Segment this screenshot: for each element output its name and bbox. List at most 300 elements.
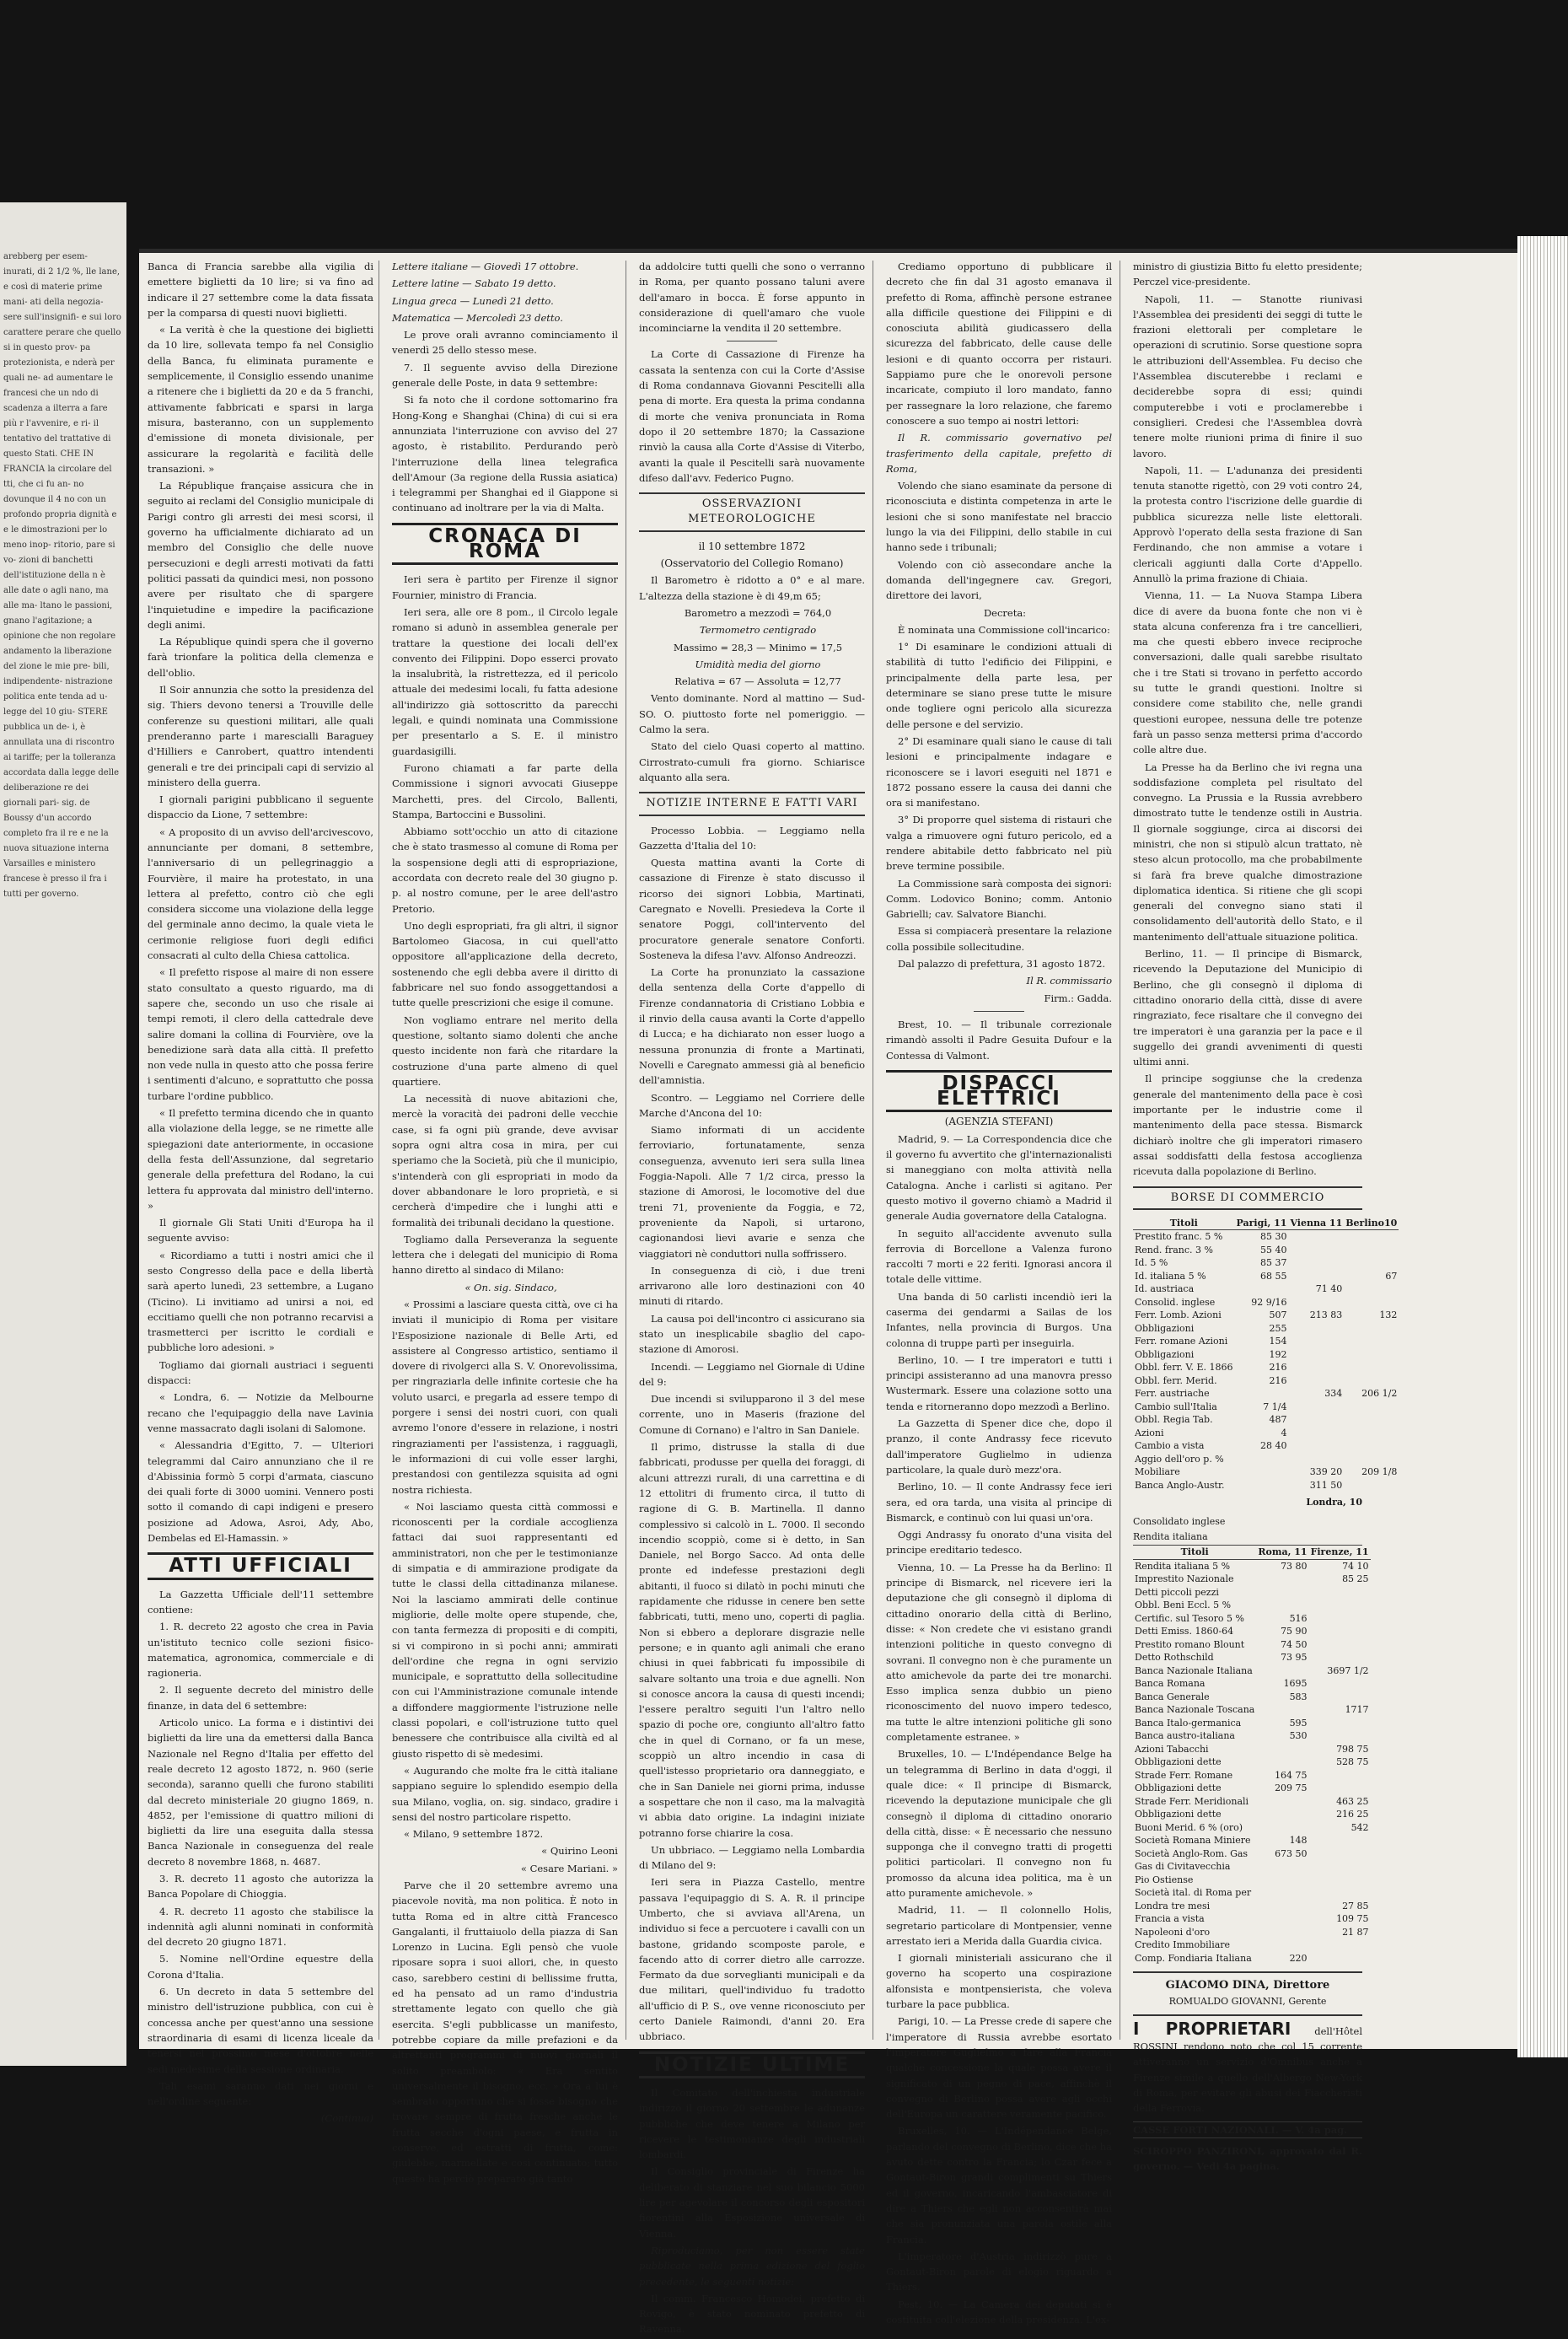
table-header-cell: Vienna 11	[1290, 1217, 1343, 1229]
column-5	[1133, 259, 1398, 2175]
text-paragraph: Berlino, 10. — Il conte Andrassy fece ieri sera, ed ora tarda, una visita al principe di Bismarck, e continuò con lui quasi un'ora.	[886, 1481, 1112, 1524]
table-cell-value: 487	[1269, 1414, 1287, 1426]
table-row	[1133, 1230, 1399, 1244]
text-paragraph: Si fa noto che il cordone sottomarino fra Hong-Kong e Shanghai (China) di cui si era annunziata l'interruzione con avviso del 27 agosto, è ristabilito. Perdurando però l'interruzione della linea telegrafica dell'Amour (3a regione della Russia asiatica) i telegrammi per Shanghai ed il Giappone si continuano ad inoltrare per la via di Malta.	[392, 394, 618, 514]
table-cell-value	[1288, 1361, 1344, 1374]
table-cell-value: 583	[1289, 1691, 1308, 1702]
london-label: Londra, 10	[1306, 1497, 1362, 1508]
table-cell-value	[1344, 1296, 1399, 1309]
table-cell-value	[1344, 1256, 1399, 1270]
table-cell-value	[1288, 1374, 1344, 1388]
table-cell-title: Aggio dell'oro p. %	[1135, 1453, 1224, 1465]
table-cell-value	[1256, 1795, 1308, 1809]
text-paragraph: La Presse ha da Berlino che ivi regna una soddisfazione completa pel risultato del convegno. La Prussia e la Russia avrebbero dimostrato tutte le tendenze ostili in Austria. Il giornale soggiunge, circa ai discorsi dei ministri, che non si stipulò alcun trattato, nè steso alcun protocollo, ma che probabilmente si farà fra breve qualche dimostrazione diplomatica identica. Si ritiene che gli scopi generali del convegno siano stati il consolidamento dell'autorità dello Stato, e il mantenimento dell'attuale situazione politica.	[1133, 761, 1362, 943]
table-cell-value	[1309, 1717, 1371, 1730]
table-header-cell: Titoli	[1133, 1546, 1256, 1559]
table-cell-title: Obbligazioni dette	[1135, 1782, 1222, 1794]
meteo-line: Termometro centigrado	[699, 624, 817, 637]
meteo-line: Massimo = 28,3 — Minimo = 17,5	[673, 641, 843, 653]
table-row	[1133, 1847, 1371, 1861]
table-cell-value	[1344, 1244, 1399, 1257]
text-paragraph: « A proposito di un avviso dell'arcivescovo, annunciante per domani, 8 settembre, l'anniversario di un pellegrinaggio a Fourvière, il maire ha protestato, in una lettera al prefetto, contro ciò che egli considera siccome una violazione della legge del germinale anno decimo, la quale vieta le cerimonie religiose fuori degli edifici consacrati al culto della Chiesa cattolica.	[148, 825, 373, 962]
table-cell-value	[1288, 1270, 1344, 1283]
section-header-notizie-interne: NOTIZIE INTERNE E FATTI VARI	[639, 792, 865, 815]
table-cell-title: Obbligazioni	[1135, 1348, 1195, 1360]
table-cell-title: Obbl. ferr. Merid.	[1135, 1374, 1217, 1386]
text-paragraph: 5. Nomine nell'Ordine equestre della Corona d'Italia.	[148, 1953, 373, 1981]
table-cell-value: 542	[1351, 1821, 1369, 1833]
table-row	[1133, 1573, 1371, 1586]
ad-hotel-rossini	[1133, 2018, 1362, 2116]
table-cell-value	[1288, 1453, 1344, 1466]
text-paragraph: « La verità è che la questione dei biglietti da 10 lire, sollevata tempo fa nel Consiglio della Banca, fu eliminata puramente e semplicemente, il Consiglio essendo unanime a ritenere che i biglietti da 20 e da 5 franchi, attivamente fabbricati e sparsi in larga misura, basteranno, con un supplemento d'emissione di moneta divisionale, per assicurare la regolarità e facilità delle transazioni. »	[148, 324, 373, 475]
table-cell-value	[1309, 1938, 1371, 1952]
section-header-meteo: OSSERVAZIONI METEOROLOGICHE	[639, 492, 865, 532]
text-paragraph: Abbiamo sott'occhio un atto di citazione che è stato trasmesso al comune di Roma per la sospensione degli atti di espropriazione, accordata con decreto reale del 30 giugno p. p. al nostro comune, per le aree dell'astro Pretorio.	[392, 825, 618, 915]
table-cell-value	[1309, 1952, 1371, 1965]
table-cell-value: 68 55	[1259, 1270, 1287, 1282]
table-cell-title: Obbligazioni dette	[1135, 1756, 1222, 1768]
table-row	[1133, 1413, 1399, 1427]
text-paragraph: Il primo, distrusse la stalla di due fabbricati, produsse per quella dei foraggi, di alcuni attrezzi rurali, di una carrettina e di 12 ettolitri di frumento circa, il tutto di ragione di G. B. Martinella. Il danno complessivo si calcolò in L. 7000. Il secondo incendio scoppiò, come si è detto, in San Daniele, nel Borgo Sacco. Ad onta delle pronte ed indefesse prestazioni degli abitanti, il fuoco si dilatò in pochi minuti che rapidamente che ridusse in cenere ben sette fabbricati, tutti, meno uno, coperti di paglia. Non si ebbero a deplorare disgrazie nelle persone; e in quanto agli animali che erano chiusi in quei fabbricati fu impossibile di salvare soltanto una troia e due agnelli. Non si conosce ancora la causa di questi incendi; l'essere peraltro seguiti l'un l'altro nello spazio di poche ore, congiunto all'altro fatto che in quel di Cornano, or fa un mese, scoppiò un altro incendio in casa di quell'istesso proprietario ora danneggiato, e che in San Daniele nei giorni prima, indusse a sospettare che non il caso, ma la malvagità vi abbia dato origine. La indagini iniziate potranno forse chiarire la cosa.	[639, 1441, 865, 1839]
table-header-cell: Berlino10	[1345, 1217, 1398, 1229]
text-paragraph: « Milano, 9 settembre 1872.	[404, 1828, 544, 1841]
table-cell-value	[1344, 1361, 1399, 1374]
table-cell-value: 154	[1269, 1336, 1287, 1347]
text-paragraph: Parigi, 10. — La Presse crede di sapere che l'imperatore di Russia avrebbe esortato l'imperatore Guglielmo a fare alla Francia qualche concessione la quale possa avere il significato di un pegno di pace, affinchè il convegno di Berlino possa avere agli occhi dell'Europa un carattere veramente pacifico.	[886, 2015, 1112, 2121]
text-paragraph: Crediamo opportuno di pubblicare il decreto che fin dal 31 agosto emanava il prefetto di Roma, affinchè persone estranee alla difficile questione dei Filippini e di conosciuta abilità giudicassero della sicurezza del fabbricato, delle cause delle lesioni e di quanto occorra per ristauri. Sappiamo pure che le onorevoli persone incaricate, compiuto il loro mandato, fanno per rassegnare la loro relazione, che faremo conoscere a suo tempo ai nostri lettori:	[886, 261, 1112, 427]
table-cell-title: Detti Emiss. 1860-64	[1135, 1626, 1234, 1637]
text-paragraph: « Il prefetto termina dicendo che in quanto alla violazione della legge, se ne rimette alle spiegazioni date anteriormente, in occasione della festa dell'Assunzione, dal segretario generale della prefettura del Rodano, la cui lettera fu approvata dal ministro dell'interno. »	[148, 1107, 373, 1212]
table-cell-value: 85 25	[1342, 1573, 1369, 1585]
table-header-cell: Firenze, 11	[1310, 1546, 1369, 1558]
text-paragraph: 1° Di esaminare le condizioni attuali di stabilità di tutto l'edificio dei Filippini, e principalmente della parte lesa, per determinare se siano prese tutte le misure onde togliere ogni pericolo alla sicurezza delle persone e del servizio.	[886, 641, 1112, 730]
text-paragraph: Due incendi si svilupparono il 3 del mese corrente, uno in Maseris (frazione del Comune di Cornano) e l'altro in San Daniele.	[639, 1393, 865, 1436]
table-cell-value: 75 90	[1281, 1626, 1308, 1637]
table-cell-value: 220	[1289, 1952, 1308, 1964]
table-cell-value	[1235, 1465, 1289, 1479]
text-paragraph: Un ubbriaco. — Leggiamo nella Lombardia di Milano del 9:	[639, 1843, 865, 1872]
text-paragraph: Il comm. Francesco Homodei, prefetto di Rovigo, è stato nominato prefetto di Ravenna.	[639, 2292, 865, 2336]
text-paragraph: ministro di giustizia Bitto fu eletto presidente; Perczel vice-presidente.	[1133, 261, 1362, 288]
table-row	[1133, 1453, 1399, 1466]
table-cell-value: 73 80	[1281, 1560, 1308, 1572]
section-header-notizie-ultime: NOTIZIE ULTIME	[639, 2051, 865, 2078]
table-row	[1133, 1309, 1399, 1322]
table-row	[1133, 1691, 1371, 1704]
table-cell-value: 507	[1269, 1309, 1287, 1321]
table-cell-title: Rend. franc. 3 %	[1135, 1244, 1213, 1256]
table-cell-title: Consolid. inglese	[1135, 1296, 1216, 1308]
table-cell-value	[1344, 1479, 1399, 1492]
text-paragraph: I giornali ministeriali assicurano che il governo ha scoperto una cospirazione alfonsista e montpensierista, che voleva turbare la pace pubblica.	[886, 1952, 1112, 2011]
text-paragraph: Questa mattina avanti la Corte di cassazione di Firenze è stato discusso il ricorso dei signori Lobbia, Martinati, Caregnato e Novelli. Presiedeva la Corte il senatore Poggi, coll'intervento del procuratore generale senatore Conforti. Sosteneva la difesa l'avv. Alfonso Andreozzi.	[639, 857, 865, 961]
table-cell-value	[1309, 1769, 1371, 1782]
table-header-row	[1133, 1217, 1399, 1230]
text-paragraph: Ieri sera è partito per Firenze il signor Fournier, ministro di Francia.	[392, 573, 618, 601]
table-row	[1133, 1612, 1371, 1626]
text-paragraph: Tali esami saranno dati nei giorni e nell'ordine seguente:	[148, 2079, 373, 2108]
table-cell-value	[1256, 1756, 1308, 1769]
table-cell-value	[1256, 1573, 1308, 1586]
text-paragraph: Volendo che siano esaminate da persone di riconosciuta e distinta competenza in arte le lesioni che si sono manifestate nel braccio lungo la via dei Filippini, dello stabile in cui hanno sede i tribunali;	[886, 480, 1112, 554]
rendita-line: Rendita italiana	[1133, 1530, 1362, 1546]
letter-signature: « Quirino Leoni	[541, 1845, 618, 1858]
text-paragraph: « Ricordiamo a tutti i nostri amici che il sesto Congresso della pace e della libertà sarà aperto lunedì, 23 settembre, a Lugano (Ticino). Li invitiamo ad unirsi a noi, ed eccitiamo quelli che non potranno recarvisi a trasmetterci per iscritto le cordiali e pubbliche loro adesioni. »	[148, 1249, 373, 1354]
table-cell-value: 3697 1/2	[1327, 1664, 1369, 1676]
text-paragraph: Furono chiamati a far parte della Commissione i signori avvocati Giuseppe Marchetti, pres. del Circolo, Ballenti, Stampa, Bartoccini e Bussolini.	[392, 761, 618, 820]
table-cell-value: 530	[1289, 1730, 1308, 1742]
table-cell-value	[1256, 1743, 1308, 1756]
text-paragraph: « Il prefetto rispose al maire di non essere stato consultato a questo riguardo, ma di sapere che, secondo un uso che risale ai tempi remoti, il clero della cattedrale deve salire domani la collina di Fourvière, ove la benedizione sarà data alla città. Il prefetto non vede nulla in questo atto che possa ferire i sentimenti d'alcuno, e soprattutto che possa turbare l'ordine pubblico.	[148, 966, 373, 1102]
table-row	[1133, 1769, 1371, 1782]
table-header-cell: Parigi, 11	[1236, 1217, 1287, 1229]
table-row	[1133, 1335, 1399, 1348]
table-cell-value	[1309, 1834, 1371, 1847]
table-cell-value	[1256, 1808, 1308, 1821]
table-cell-value	[1235, 1282, 1289, 1296]
text-paragraph: Processo Lobbia. — Leggiamo nella Gazzetta d'Italia del 10:	[639, 824, 865, 852]
table-row	[1133, 1439, 1399, 1453]
table-row	[1133, 1322, 1399, 1336]
table-cell-title: Banca Anglo-Austr.	[1135, 1479, 1225, 1491]
table-cell-value	[1344, 1453, 1399, 1466]
table-cell-value: 148	[1289, 1835, 1308, 1847]
table-cell-value: 1695	[1283, 1678, 1308, 1690]
table-cell-title: Società Anglo-Rom. Gas	[1135, 1847, 1248, 1859]
table-cell-title: Id. austriaca	[1135, 1283, 1195, 1295]
table-cell-value: 27 85	[1342, 1900, 1369, 1912]
table-row	[1133, 1821, 1371, 1835]
decree-heading: Decreta:	[983, 606, 1027, 619]
table-cell-value: 798 75	[1336, 1743, 1369, 1755]
table-cell-title: Detto Rothschild	[1135, 1652, 1214, 1664]
text-paragraph: Non vogliamo entrare nel merito della questione, soltanto siamo dolenti che anche questo incidente non farà che ritardare la costruzione d'una parte almeno di quel quartiere.	[392, 1014, 618, 1088]
table-row	[1133, 1952, 1371, 1965]
table-cell-title: Strade Ferr. Meridionali	[1135, 1795, 1249, 1807]
newspaper-page	[139, 249, 1517, 2336]
table-cell-value	[1256, 1938, 1308, 1952]
table-row	[1133, 1651, 1371, 1664]
stock-table-roma-firenze	[1133, 1546, 1371, 1965]
table-cell-value: 71 40	[1315, 1283, 1343, 1295]
table-cell-value: 209 75	[1275, 1782, 1308, 1794]
table-cell-value: 255	[1269, 1322, 1287, 1334]
text-paragraph: Il Comitato dell'inchiesta industriale indirizzò il giorno 20 settembre le adunanze pubbliche che deve tenere a Milano per ricevere le testimonianze degli industriali lombardi.	[639, 2086, 865, 2161]
text-paragraph: Bruxelles, 10. — L'Indépendance Belge, parlando del convegno di Berlino, dice che ha avuto dette contro la Francia; lo Czar fece a Gontaut-Biron grandi complimenti su Thiers ed il governo, incaricando l'ambasciatore di dire a Thiers che egli non acconsentirà mai che sia pronunziata una parola ostile alla Francia.	[886, 2125, 1112, 2245]
column-1	[148, 259, 373, 2128]
text-paragraph: Ieri sera in Piazza Castello, mentre passava l'equipaggio di S. A. R. il principe Umberto, che si avviava all'Arena, un individuo si fece a percuotere i cavalli con un bastone, gridando scomposte parole, e facendo atto di correr dietro alle carrozze. Fermato da due sorveglianti municipali e da due militari, quell'individuo fu tradotto all'ufficio di P. S., ove venne riconosciuto per certo Daniele Raimondi, d'anni 20. Era ubbriaco.	[639, 1876, 865, 2043]
table-cell-value	[1309, 1599, 1371, 1612]
text-paragraph: Oggi Andrassy fu onorato d'una visita del principe ereditario tedesco.	[886, 1529, 1112, 1557]
table-cell-title: Certific. sul Tesoro 5 %	[1135, 1612, 1244, 1624]
table-cell-title: Obbligazioni dette	[1135, 1809, 1222, 1820]
table-row	[1133, 1361, 1399, 1374]
table-row	[1133, 1886, 1371, 1900]
exam-line: Lettere italiane — Giovedì 17 ottobre.	[392, 261, 579, 272]
table-cell-value	[1288, 1230, 1344, 1244]
column-3	[639, 259, 865, 2339]
table-cell-title: Mobiliare	[1135, 1466, 1180, 1478]
table-cell-value: 92 9/16	[1251, 1296, 1287, 1308]
table-row	[1133, 1348, 1399, 1362]
table-row	[1133, 1465, 1399, 1479]
table-cell-value	[1288, 1427, 1344, 1440]
table-cell-value	[1309, 1729, 1371, 1743]
table-cell-title: Rendita italiana 5 %	[1135, 1560, 1231, 1572]
text-paragraph: I giornali parigini pubblicano il seguente dispaccio da Lione, 7 settembre:	[148, 793, 373, 821]
table-row	[1133, 1599, 1371, 1612]
ad-sciroppo: SCIROPPO PANZIRONI, approvato dal R. governo. — Vedi 4a pagina.	[1133, 2144, 1362, 2173]
previous-page-text: arebberg per esem- inurati, di 2 1/2 %, lle lane, e così di materie prime mani- ati della negozia- sere sull'insignifi- e sui loro carattere perare che quello si in questo prov- pa protezionista, e nderà per quali ne- ad aumentare le francesi che un ndo di scadenza a ilterra a fare più r l'avvenire, e ri- il tentativo del trattative di questo Stati. CHE IN FRANCIA la circolare del tti, che ci fu an- no dovunque il 4 no con un profondo propria dignità e e le dimostrazioni per lo meno inop- ritorio, pare si vo- zioni di banchetti dell'istituzione della n è alle date o agli nano, ma alle ma- ltano le passioni, gnano l'agitazione; a opinione che non regolare andamento la liberazione del zione le mie pre- bili, indipendente- nistrazione politica ente tenda ad u- legge del 10 giu- STERE pubblica un de- i, è annullata una di riscontro ai tariffe; per la tolleranza accordata dalla legge delle deliberazione re dei giornali pari- sig. de Boussy d'un accordo completo fra il re e ne la nuova situazione interna Varsailles e ministero francese è presso il fra i tutti per governo.	[3, 252, 121, 899]
table-cell-value	[1344, 1322, 1399, 1336]
table-cell-value: 55 40	[1259, 1244, 1287, 1256]
text-paragraph: Articolo unico. La forma e i distintivi dei biglietti da lire una da emettersi dalla Banca Nazionale nel Regno d'Italia per effetto del reale decreto 12 agosto 1872, n. 960 (serie seconda), saranno quelli che furono stabiliti dal decreto ministeriale 20 giugno 1869, n. 4852, per l'emissione di quattro milioni di biglietti da lire una eseguita dalla stessa Banca Nazionale in conseguenza del reale decreto 8 novembre 1868, n. 4687.	[148, 1717, 373, 1868]
continua-note: (Continua)	[320, 2112, 373, 2125]
table-row	[1133, 1834, 1371, 1847]
table-row	[1133, 1795, 1371, 1809]
table-cell-value: 85 30	[1259, 1231, 1287, 1243]
text-paragraph: La Corte di Cassazione di Firenze ha cassata la sentenza con cui la Corte d'Assise di Roma condannava Giovanni Pescitelli alla pena di morte. Era questa la prima condanna di morte che veniva pronunciata in Roma dopo il 20 settembre 1870; la Cassazione rinviò la causa alla Corte d'Assise di Viterbo, avanti la quale il Pescitelli sarà nuovamente difeso dall'avv. Federico Pugno.	[639, 348, 865, 484]
text-paragraph: Togliamo dalla Perseveranza la seguente lettera che i delegati del municipio di Roma hanno diretto al sindaco di Milano:	[392, 1233, 618, 1277]
letter-salutation: « On. sig. Sindaco,	[464, 1281, 557, 1293]
table-cell-value: 516	[1289, 1612, 1308, 1624]
publisher-director: GIACOMO DINA, Direttore	[1133, 1971, 1362, 1993]
table-cell-title: Cambio a vista	[1135, 1440, 1205, 1452]
table-cell-value: 206 1/2	[1361, 1388, 1398, 1400]
table-row	[1133, 1282, 1399, 1296]
table-cell-value	[1309, 1651, 1371, 1664]
table-cell-value	[1235, 1479, 1289, 1492]
table-cell-value: 73 95	[1281, 1652, 1308, 1664]
table-cell-value	[1344, 1427, 1399, 1440]
table-row	[1133, 1900, 1371, 1913]
stock-table-paris-vienna-berlin	[1133, 1217, 1399, 1492]
table-row	[1133, 1729, 1371, 1743]
table-cell-value: 132	[1379, 1309, 1398, 1321]
table-cell-title: Banca Italo-germanica	[1135, 1717, 1242, 1729]
table-cell-title: Banca Nazionale Italiana	[1135, 1664, 1253, 1676]
text-paragraph: Volendo con ciò assecondare anche la domanda dell'ingegnere cav. Gregori, direttore dei lavori,	[886, 558, 1112, 602]
text-paragraph: Scontro. — Leggiamo nel Corriere delle Marche d'Ancona del 10:	[639, 1091, 865, 1119]
table-cell-value: 74 10	[1342, 1560, 1369, 1572]
table-body	[1133, 1559, 1371, 1965]
table-row	[1133, 1703, 1371, 1717]
top-rule	[139, 249, 1517, 253]
text-paragraph: « Prossimi a lasciare questa città, ove ci ha inviati il municipio di Roma per visitare l'Esposizione nazionale di Belle Arti, ed assistere al Congresso artistico, sentiamo il dovere di rivolgerci alla S. V. Onorevolissima, per ringraziarla delle infinite cortesie che ha voluto usarci, e pregarla ad essere tempo di porgere i sensi dei nostri cuori, con quali avremo l'onore d'essere in relazione, i nostri ringraziamenti per l'assistenza, i ragguagli, le informazioni di cui volle esser larghi, prestandosi con gentilezza squisita ad ogni nostra richiesta.	[392, 1299, 618, 1496]
table-cell-title: Prestito romano Blount	[1135, 1638, 1245, 1650]
section-header-cronaca-di-roma: CRONACA DI ROMA	[392, 523, 618, 566]
table-cell-value	[1256, 1900, 1308, 1913]
table-cell-value	[1344, 1439, 1399, 1453]
table-cell-title: Obbl. Regia Tab.	[1135, 1414, 1213, 1426]
table-cell-value: 213 83	[1309, 1309, 1343, 1321]
table-cell-title: Banca austro-italiana	[1135, 1730, 1235, 1742]
exam-line: Lettere latine — Sabato 19 detto.	[392, 277, 556, 290]
text-paragraph: Incendi. — Leggiamo nel Giornale di Udine del 9:	[639, 1360, 865, 1388]
table-cell-value	[1309, 1691, 1371, 1704]
text-paragraph: Berlino, 10. — I tre imperatori e tutti i principi assisteranno ad una manovra presso Wustermark. Essere una colazione sotto una tenda e ritorneranno dopo mezzodì a Berlino.	[886, 1353, 1112, 1412]
table-cell-value	[1309, 1782, 1371, 1795]
table-cell-value: 311 50	[1309, 1479, 1343, 1491]
table-cell-title: Ferr. austriache	[1135, 1388, 1210, 1400]
letter-signature: « Cesare Mariani. »	[520, 1862, 618, 1874]
table-body	[1133, 1230, 1399, 1492]
text-paragraph: 4. R. decreto 11 agosto che stabilisce la indennità agli alunni nominati in conformità del decreto 20 giugno 1871.	[148, 1905, 373, 1949]
table-cell-value	[1309, 1677, 1371, 1691]
table-cell-title: Banca Nazionale Toscana	[1135, 1704, 1255, 1716]
text-paragraph: Banca di Francia sarebbe alla vigilia di emettere biglietti da 10 lire; si va fino ad indicare il 27 settembre come la data fissata per la comparsa di questi nuovi biglietti.	[148, 261, 373, 319]
text-paragraph: Essa si compiacerà presentare la relazione colla possibile sollecitudine.	[886, 925, 1112, 953]
ad-casse-forti: CASSE FORTI NAZIONALI. — V. 4a pag.	[1133, 2121, 1362, 2138]
table-cell-value: 528 75	[1336, 1756, 1369, 1768]
table-cell-title: Londra tre mesi	[1135, 1900, 1211, 1912]
table-row	[1133, 1559, 1371, 1573]
text-paragraph: L'imperatore d'Austria indirizzò pure a Gontaut-Biron parole di elogio riguardo a Thiers.	[886, 2250, 1112, 2293]
table-cell-title: Cambio sull'Italia	[1135, 1401, 1217, 1412]
text-paragraph: Togliamo dai giornali austriaci i seguenti dispacci:	[148, 1358, 373, 1387]
table-cell-title: Obbligazioni	[1135, 1322, 1195, 1334]
text-paragraph: Uno degli espropriati, fra gli altri, il signor Bartolomeo Giacosa, in cui quell'atto oppositore all'applicazione della decreto, sostenendo che egli debba avere il diritto di fabbricare nel suo fondo assoggettandosi a tutte quelle prescrizioni che esige il comune.	[392, 919, 618, 1009]
separator	[974, 1011, 1024, 1012]
text-paragraph: 3. R. decreto 11 agosto che autorizza la Banca Popolare di Chioggia.	[148, 1872, 373, 1901]
text-paragraph: Il Consiglio provinciale di Firenze ha deliberato di stanziare nel suo bilancio 5000 lire per agevolare il concorso degli espositori fiorentini alla Esposizione universale di Vienna.	[639, 2165, 865, 2240]
table-cell-value	[1256, 1886, 1308, 1900]
table-cell-value	[1288, 1296, 1344, 1309]
meteo-date: il 10 settembre 1872	[698, 540, 806, 552]
table-row	[1133, 1401, 1399, 1414]
table-cell-value	[1256, 1599, 1308, 1612]
table-cell-title: Gas di Civitavecchia	[1135, 1861, 1231, 1873]
text-paragraph: « Noi lasciamo questa città commossi e riconoscenti per la cordiale accoglienza fattaci dai suoi rappresentanti ed amministratori, non che per le testimonianze di simpatia e di ammirazione prodigate da tutte le classi della cittadinanza milanese. Noi la lasciamo ammirati delle continue migliorie, delle molte opere stupende, che, con tanta fermezza di propositi e di compiti, si vi compirono in sì pochi anni; ammirati dell'ordine che regna in ogni servizio municipale, e soprattutto della sollecitudine con cui l'Amministrazione comunale intende a diffondere maggiormente l'istruzione nelle classi popolari, e coll'istruzione tutto quel benessere che contribuisce alla civiltà ed al giusto rispetto di sè medesimi.	[392, 1500, 618, 1760]
table-cell-value	[1344, 1413, 1399, 1427]
page-edges	[1517, 236, 1568, 2057]
text-paragraph: « Augurando che molte fra le città italiane sappiano seguire lo splendido esempio della sua Milano, voglia, on. sig. sindaco, gradire i sensi del nostro particolare rispetto.	[392, 1764, 618, 1823]
text-paragraph: 2. Il seguente decreto del ministro delle finanze, in data del 6 settembre:	[148, 1684, 373, 1712]
text-paragraph: È nominata una Commissione coll'incarico:	[898, 623, 1110, 636]
dispacci-agency: (AGENZIA STEFANI)	[944, 1116, 1054, 1128]
table-cell-title: Azioni	[1135, 1427, 1164, 1438]
table-row	[1133, 1717, 1371, 1730]
text-paragraph: 6. Un decreto in data 5 settembre del ministro dell'istruzione pubblica, con cui è concessa anche per quest'anno una sessione straordinaria di esami di licenza liceale da tenersi nel prossimo mese d'ottobre nelle sedi medesime della sessione ordinaria.	[148, 1986, 373, 2075]
table-cell-value: 7 1/4	[1263, 1401, 1287, 1412]
table-cell-value: 109 75	[1336, 1913, 1369, 1925]
table-cell-value	[1235, 1453, 1289, 1466]
meteo-line: Vento dominante. Nord al mattino — Sud-SO. O. piuttosto forte nel pomeriggio. — Calmo la sera.	[639, 692, 865, 736]
table-cell-value	[1344, 1282, 1399, 1296]
text-paragraph: Vienna, 11. — La Nuova Stampa Libera dice di avere da buona fonte che non vi è stata alcuna conferenza fra i tre cancellieri, ma che questi ebbero invece reciproche conversazioni, dalle quali sarebbe risultato che i tre Stati si trovano in perfetto accordo su tutte le grandi questioni. Inoltre si considere come stabilito che, nelle grandi questioni europee, nessuna delle tre potenze farà un passo senza mettersi prima d'accordo colle altre due.	[1133, 589, 1362, 756]
text-paragraph: Madrid, 9. — La Correspondencia dice che il governo fu avvertito che gl'internazionalisti si maneggiano con molta attività nella Catalogna. Anche i carlisti si agitano. Per questo motivo il governo chiamò a Madrid il generale Audia governatore della Catalogna.	[886, 1132, 1112, 1223]
table-cell-value	[1288, 1256, 1344, 1270]
text-paragraph: La République française assicura che in seguito ai reclami del Consiglio municipale di Parigi contro gli arresti dei mesi scorsi, il governo ha ufficialmente dichiarato ad un membro del Consiglio che delle nuove persecuzioni e degli arresti motivati da fatti politici passati da quindici mesi, non possono avere per risultato che di spargere l'inquietudine e impedire la pacificazione degli animi.	[148, 480, 373, 631]
text-paragraph: La necessità di nuove abitazioni che, mercè la voracità dei padroni delle vecchie case, si fa ogni più grande, deve avvisar sopra ogni altra cosa in mira, per cui speriamo che la Società, più che il municipio, s'intenderà con gli espropriati in modo da dover abbandonare le loro proprietà, e si cercherà d'impedire che i lunghi atti e formalità dei tribunali decidano la questione.	[392, 1093, 618, 1229]
table-cell-value	[1309, 1886, 1371, 1900]
table-cell-value: 216	[1269, 1362, 1287, 1374]
table-cell-title: Società ital. di Roma per	[1135, 1887, 1252, 1899]
table-cell-value: 595	[1289, 1717, 1308, 1729]
table-cell-value	[1288, 1401, 1344, 1414]
section-header-dispacci-elettrici: DISPACCI ELETTRICI	[886, 1070, 1112, 1113]
table-cell-title: Prestito franc. 5 %	[1135, 1231, 1223, 1243]
text-paragraph: Berlino, 11. — Il principe di Bismarck, ricevendo la Deputazione del Municipio di Berlino, che gli consegnò il diploma di cittadino onorario della città, disse di avere ringraziato, fece risaltare che il convegno dei tre imperatori è una garanzia per la pace e il suggello dei grandi avvenimenti di questi ultimi anni.	[1133, 948, 1362, 1068]
meteo-line: Barometro a mezzodì = 764,0	[684, 606, 832, 619]
table-cell-value	[1344, 1335, 1399, 1348]
table-cell-value: 192	[1269, 1348, 1287, 1360]
section-header-atti-ufficiali: ATTI UFFICIALI	[148, 1552, 373, 1579]
text-paragraph: Riproduciamo, per non essere state pubblicate nella prima edizione del foglio precedente, le seguenti notizie:	[639, 2244, 865, 2288]
table-row	[1133, 1677, 1371, 1691]
table-cell-value: 21 87	[1342, 1926, 1369, 1938]
text-paragraph: La Gazzetta di Spener dice che, dopo il pranzo, il conte Andrassy fece ricevuto dall'imperatore Guglielmo in udienza particolare, la quale durò mezz'ora.	[886, 1417, 1112, 1476]
table-row	[1133, 1938, 1371, 1952]
table-cell-value	[1309, 1860, 1371, 1874]
table-row	[1133, 1387, 1399, 1401]
table-cell-value	[1256, 1874, 1308, 1887]
meteo-line: Il Barometro è ridotto a 0° e al mare. L'altezza della stazione è di 49,m 65;	[639, 574, 865, 602]
text-paragraph: Napoli, 11. — Stanotte riunivasi l'Assemblea dei presidenti dei seggi di tutte le frazioni elettorali per completare le operazioni di scrutinio. Sorse questione sopra le attribuzioni dell'Assemblea. Fu deciso che l'Assemblea discuterebbe i reclami e deciderebbe sopra di essi; quindi computerebbe i voti e proclamerebbe i consiglieri. Credesi che l'Assemblea dovrà tenere molte riunioni prima di finire il suo lavoro.	[1133, 293, 1362, 460]
table-cell-title: Id. italiana 5 %	[1135, 1270, 1206, 1282]
text-paragraph: Le prove orali avranno cominciamento il venerdì 25 dello stesso mese.	[392, 329, 618, 357]
decree-signature: Firm.: Gadda.	[1044, 992, 1112, 1004]
table-row	[1133, 1374, 1399, 1388]
ad-title: I PROPRIETARI	[1133, 2018, 1291, 2039]
table-cell-value	[1309, 1625, 1371, 1638]
table-cell-value: 216	[1269, 1374, 1287, 1386]
table-cell-value	[1309, 1874, 1371, 1887]
table-cell-value	[1256, 1860, 1308, 1874]
ad-text: dell'Hôtel ROSSINI rendono noto che col 15 corrente attiveranno un servizio d'Omnibus anche a Firenze simile a quello dell'Albergo New-York di Roma, per evitare gli abusi dei Fiaccheristi della Ferrovia.	[1133, 2024, 1362, 2115]
table-cell-title: Credito Immobiliare	[1135, 1939, 1231, 1951]
table-cell-value: 463 25	[1336, 1795, 1369, 1807]
exam-line: Matematica — Mercoledì 23 detto.	[392, 311, 563, 324]
meteo-line: Relativa = 67 — Assoluta = 12,77	[674, 675, 841, 688]
text-paragraph: Brest, 10. — Il tribunale correzionale rimandò assolti il Padre Gesuita Dufour e la Contessa di Valmont.	[886, 1018, 1112, 1062]
text-paragraph: La Commissione sarà composta dei signori: Comm. Lodovico Bonino; comm. Antonio Gabrielli; cav. Salvatore Bianchi.	[886, 877, 1112, 921]
meteo-line: Stato del cielo Quasi coperto al mattino. Cirrostrato-cumuli fra giorno. Schiarisce alquanto alla sera.	[639, 740, 865, 783]
meteo-line: Umidità media del giorno	[695, 658, 821, 670]
table-cell-title: Detti piccoli pezzi	[1135, 1586, 1219, 1598]
text-paragraph: Bruxelles, 10. — L'Indépendance Belge ha un telegramma di Berlino in data d'oggi, il quale dice: « Il principe di Bismarck, ricevendo la deputazione municipale che gli consegnò il diploma di cittadino onorario della città, disse: « È necessario che nessuno supponga che il convegno tratti di progetti politici particolari. Il convegno non fu promosso da alcuna idea politica, ma è un atto puramente amichevole. »	[886, 1748, 1112, 1899]
table-cell-value	[1344, 1230, 1399, 1244]
column-2	[392, 259, 618, 2188]
text-paragraph: 1. R. decreto 22 agosto che crea in Pavia un'istituto tecnico colle sezioni fisico-matematica, agronomica, commerciale e di ragioneria.	[148, 1621, 373, 1680]
table-cell-value: 85 37	[1259, 1257, 1287, 1269]
table-cell-value: 67	[1385, 1270, 1398, 1282]
table-row	[1133, 1479, 1399, 1492]
text-paragraph: Il principe soggiunse che la credenza generale del mantenimento della pace è così importante per le industrie come il mantenimento della pace stessa. Bismarck dichiarò inoltre che gli imperatori rimasero assai soddisfatti della festosa accoglienza ricevuta dalla popolazione di Berlino.	[1133, 1073, 1362, 1178]
text-paragraph: Il R. commissario governativo pel trasferimento della capitale, prefetto di Roma,	[886, 432, 1112, 475]
text-paragraph: 7. Il seguente avviso della Direzione generale delle Poste, in data 9 settembre:	[392, 361, 618, 390]
table-header-cell: Titoli	[1133, 1217, 1235, 1230]
publisher-gerente: ROMUALDO GIOVANNI, Gerente	[1133, 1994, 1362, 2016]
decree-signature: Il R. commissario	[1026, 975, 1112, 987]
text-paragraph: Parve che il 20 settembre avremo una piacevole novità, ma non politica. È noto in tutta Roma ed in altre città Francesco Gangalanti, il fruttaiuolo della piazza di San Lorenzo in Lucina. Egli pensò che vuole riposare sopra i suoi allori, che, in questo caso, sarebbero cestini di bellissime frutta, ed ha pensato ad un ramo d'industria strettamente legato con quello che già esercita. S'egli pubblicasse un manifesto, potrebbe copiare da mille prefazioni e da altrettanti programmi di nuovi giornali il solito preambolo: « Era sentito universalmente il bisogno, ecc. » Ora a lui è sembrato opportuno che si fosse bisogno che trovare sempre di frutta fresche anche le frutta secche d'ogni paese, e frutta in conserve, ed estratti di frutta, come: giulebbe, marmellate e così continuato; tutto questo ha perciò preparato già tanto	[392, 1879, 618, 2185]
text-paragraph: La Gazzetta Ufficiale dell'11 settembre contiene:	[148, 1588, 373, 1616]
table-row	[1133, 1782, 1371, 1795]
text-paragraph: Dal palazzo di prefettura, 31 agosto 1872.	[898, 958, 1106, 971]
table-cell-value	[1288, 1348, 1344, 1362]
text-paragraph: « Alessandria d'Egitto, 7. — Ulteriori telegrammi dal Cairo annunziano che il re d'Abissinia formò 5 corpi d'armata, ciascuno dei quali forte di 3000 uomini. Vennero posti sotto il comando di capi indigeni e presero posizione ad Adowa, Asroi, Ady, Abo, Dembelas ed El-Hamassin. »	[148, 1439, 373, 1545]
table-cell-value: 216 25	[1336, 1809, 1369, 1820]
table-cell-value	[1288, 1439, 1344, 1453]
table-row	[1133, 1664, 1371, 1678]
table-cell-value: 339 20	[1309, 1466, 1343, 1478]
table-row	[1133, 1427, 1399, 1440]
table-cell-title: Buoni Merid. 6 % (oro)	[1135, 1821, 1243, 1833]
table-cell-value	[1309, 1638, 1371, 1652]
table-cell-title: Obbl. ferr. V. E. 1866	[1135, 1362, 1233, 1374]
table-row	[1133, 1625, 1371, 1638]
